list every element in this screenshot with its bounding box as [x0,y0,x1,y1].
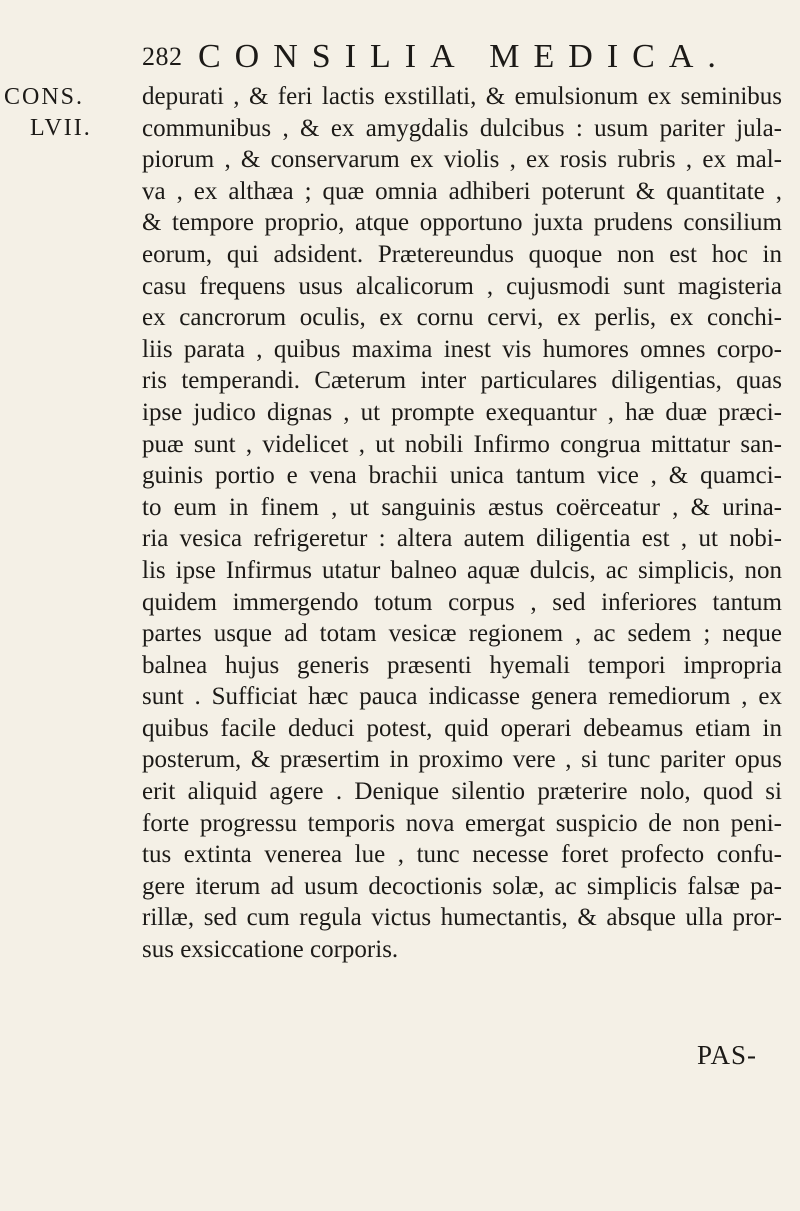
text-line: puæ sunt , videlicet , ut nobili Infirmo congrua mittatur san- [142,430,782,458]
text-line: balnea hujus generis præsenti hyemali tempori impropria [142,651,782,679]
catchword: PAS- [697,1040,758,1070]
text-line: ris temperandi. Cæterum inter particulares diligentias, quas [142,367,782,395]
text-line: ria vesica refrigeretur : altera autem diligentia est , ut nobi- [142,525,782,553]
text-line: sunt . Sufficiat hæc pauca indicasse genera remediorum , ex [142,683,782,711]
running-head: CONSILIA MEDICA. [198,38,730,75]
body-paragraph [142,81,782,966]
text-line: eorum, qui adsident. Prætereundus quoque non est hoc in [142,240,782,268]
text-line: posterum, & præsertim in proximo vere , si tunc pariter opus [142,746,782,774]
text-line: depurati , & feri lactis exstillati, & emulsionum ex seminibus [142,83,782,110]
text-line: sus exsiccatione corporis. [142,936,399,964]
text-line: quidem immergendo totum corpus , sed inferiores tantum [142,588,782,616]
text-line: quibus facile deduci potest, quid operari debeamus etiam in [142,714,782,742]
text-line: guinis portio e vena brachii unica tantum vice , & quamci- [142,462,782,490]
margin-note [4,82,92,144]
page-header [142,38,782,78]
text-line: forte progressu temporis nova emergat suspicio de non peni- [142,809,782,837]
text-line: ex cancrorum oculis, ex cornu cervi, ex perlis, ex conchi- [142,304,782,332]
text-line: & tempore proprio, atque opportuno juxta prudens consilium [142,209,782,237]
text-line: gere iterum ad usum decoctionis solæ, ac simplicis falsæ pa- [142,872,782,900]
text-line: casu frequens usus alcalicorum , cujusmodi sunt magisteria [142,272,782,300]
text-line: partes usque ad totam vesicæ regionem , ac sedem ; neque [142,620,782,648]
text-line: communibus , & ex amygdalis dulcibus : usum pariter jula- [142,114,782,142]
text-line: tus extinta venerea lue , tunc necesse foret profecto confu- [142,841,782,869]
text-line: ipse judico dignas , ut prompte exequantur , hæ duæ præci- [142,398,782,426]
page-number: 282 [142,42,183,71]
text-line: lis ipse Infirmus utatur balneo aquæ dulcis, ac simplicis, non [142,556,782,584]
text-line: va , ex althæa ; quæ omnia adhiberi poterunt & quantitate , [142,177,782,205]
text-line: rillæ, sed cum regula victus humectantis, & absque ulla pror- [142,904,782,932]
text-line: erit aliquid agere . Denique silentio præterire nolo, quod si [142,778,782,806]
text-line: piorum , & conservarum ex violis , ex rosis rubris , ex mal- [142,146,782,174]
margin-note-line: LVII. [30,115,92,141]
text-line: liis parata , quibus maxima inest vis humores omnes corpo- [142,335,782,363]
text-line: to eum in finem , ut sanguinis æstus coërceatur , & urina- [142,493,782,521]
margin-note-line: CONS. [4,84,85,110]
